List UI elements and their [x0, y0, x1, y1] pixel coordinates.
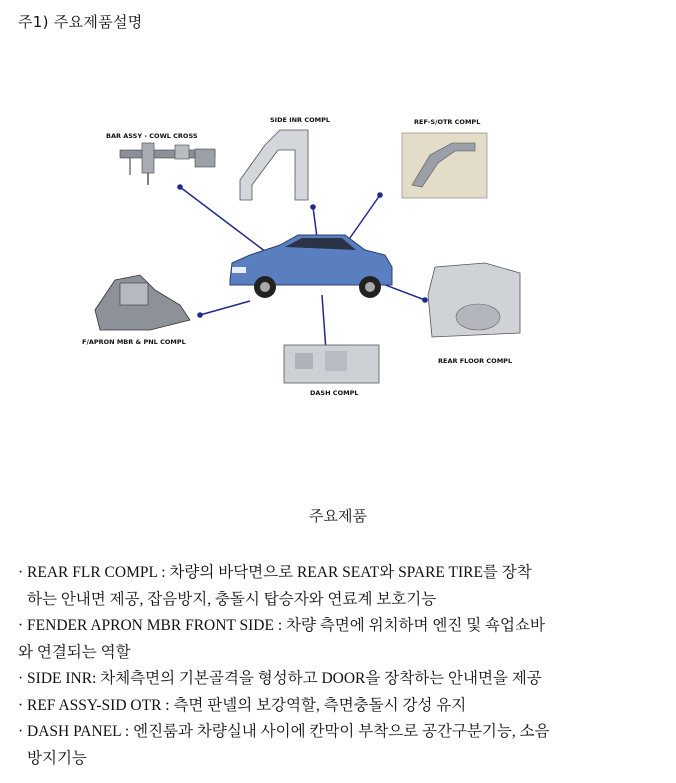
label-bar-assy: BAR ASSY - COWL CROSS: [106, 132, 198, 140]
figure-caption: 주요제품: [309, 507, 367, 525]
label-apron: F/APRON MBR & PNL COMPL: [82, 338, 186, 346]
car-image: [230, 235, 392, 298]
side-inr-image: [240, 130, 308, 200]
desc-rear-flr-line1: · REAR FLR COMPL : 차량의 바닥면으로 REAR SEAT와 SPARE TIRE를 장착: [18, 564, 532, 581]
desc-dash-line2: 방지기능: [27, 749, 87, 767]
desc-side-inr: · SIDE INR: 차체측면의 기본골격을 형성하고 DOOR을 장착하는 안내면을 제공: [18, 670, 542, 687]
ref-otr-image: [402, 133, 487, 198]
connector-apron: [200, 301, 250, 315]
bar-assy-cowl-cross-image: [120, 143, 215, 185]
dash-image: [284, 345, 379, 383]
apron-image: [95, 275, 190, 330]
label-rear-floor: REAR FLOOR COMPL: [438, 357, 513, 365]
label-dash: DASH COMPL: [310, 389, 359, 397]
product-descriptions: [18, 560, 658, 772]
desc-dash-line1: · DASH PANEL : 엔진룸과 차량실내 사이에 칸막이 부착으로 공간구분기능, 소음: [18, 723, 550, 740]
label-side-inr: SIDE INR COMPL: [270, 116, 330, 124]
connector-ref-otr: [345, 195, 380, 245]
label-ref-otr: REF-S/OTR COMPL: [414, 118, 481, 126]
desc-fender-apron-line1: · FENDER APRON MBR FRONT SIDE : 차량 측면에 위치하며 엔진 및 쇽업쇼바: [18, 617, 545, 634]
desc-ref-assy: · REF ASSY-SID OTR : 측면 판넬의 보강역할, 측면충돌시 강성 유지: [18, 696, 467, 714]
section-heading: 주1) 주요제품설명: [18, 13, 143, 31]
rear-floor-image: [428, 263, 520, 337]
desc-fender-apron-line2: 와 연결되는 역할: [18, 643, 131, 661]
connector-rear-floor: [380, 283, 425, 300]
connector-bar-assy: [180, 187, 270, 255]
product-diagram: [80, 105, 540, 405]
desc-rear-flr-line2: 하는 안내면 제공, 잡음방지, 충돌시 탑승자와 연료계 보호기능: [27, 590, 437, 608]
